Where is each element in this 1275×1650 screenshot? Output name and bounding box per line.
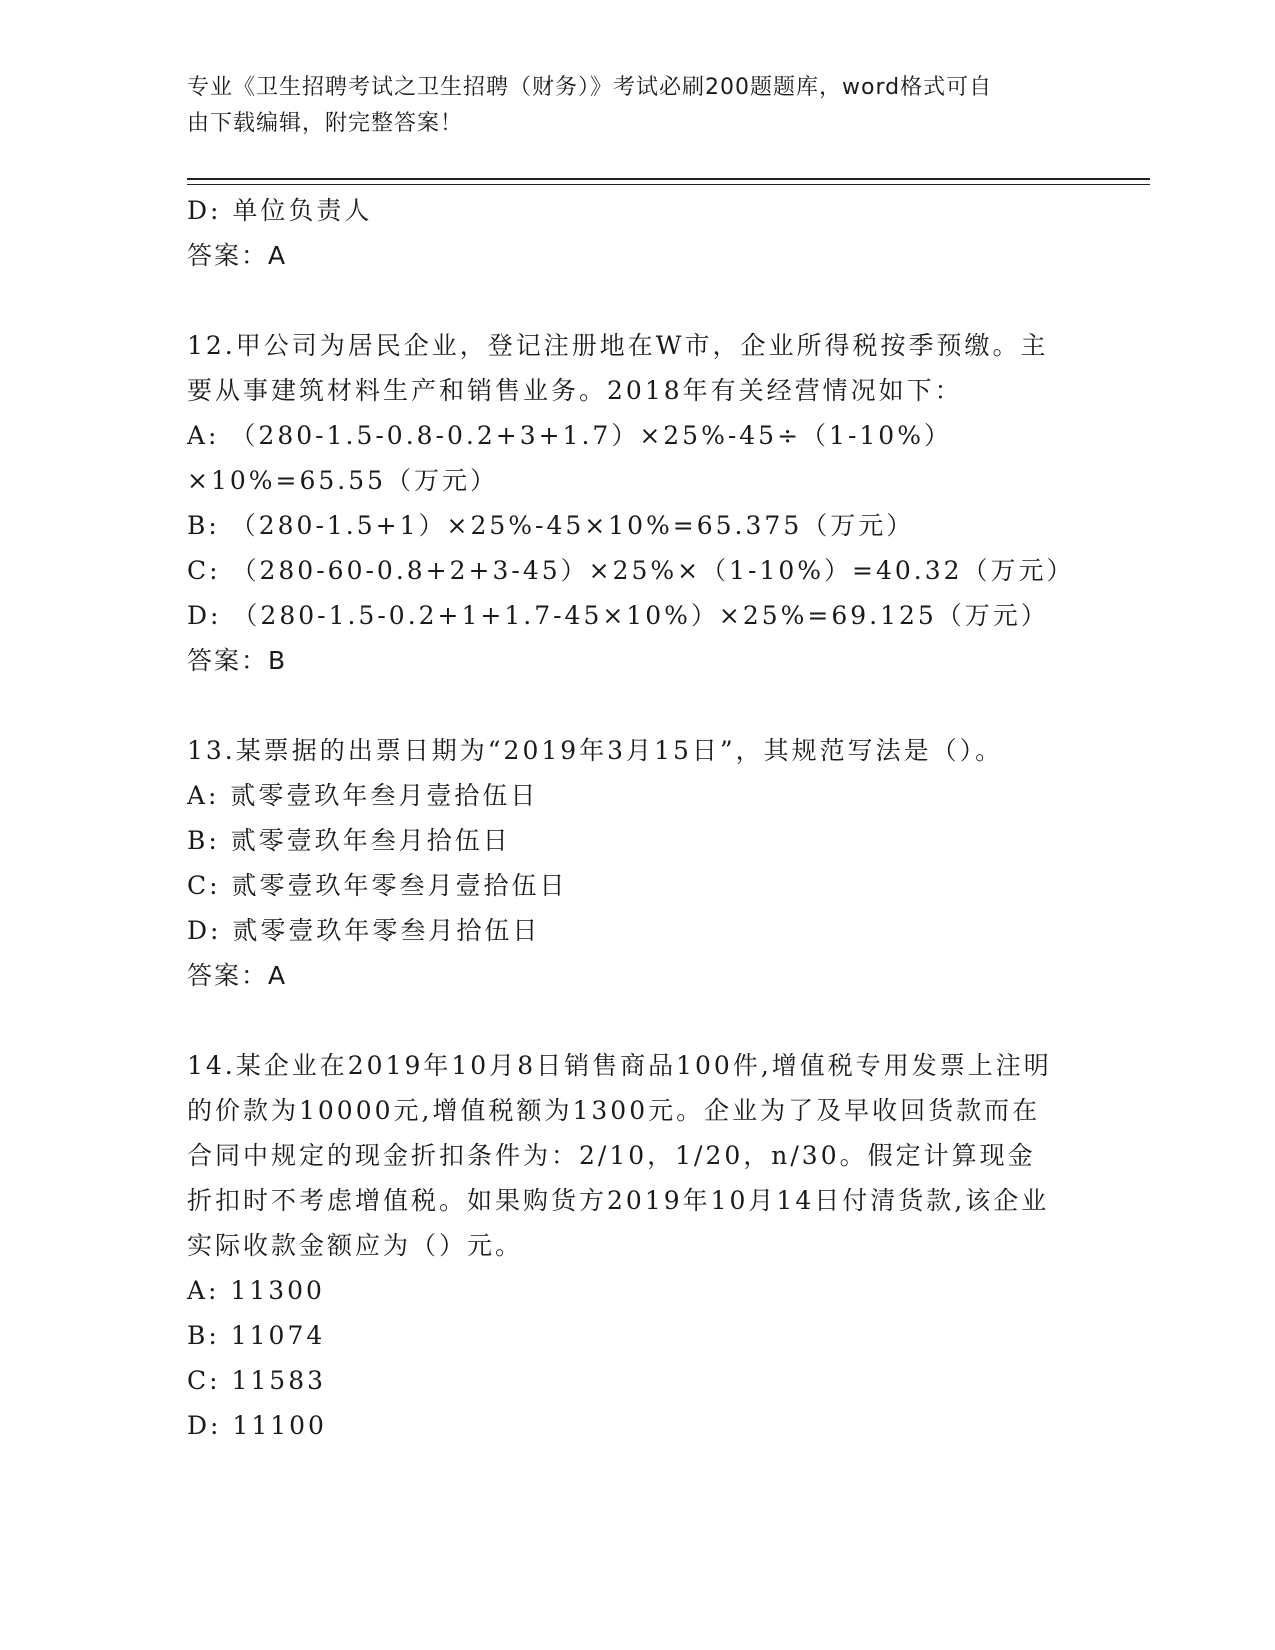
- question-14-option-c: C: 11583: [187, 1366, 327, 1395]
- question-12-option-d: D: （280-1.5-0.2+1+1.7-45×10%）×25%=69.125（万元）: [187, 601, 1049, 630]
- question-13-stem: 13.某票据的出票日期为“2019年3月15日”，其规范写法是（）。: [187, 736, 1004, 765]
- question-12-option-a: A: （280-1.5-0.8-0.2+3+1.7）×25%-45÷（1-10%）×10%=65.55（万元）: [187, 421, 952, 495]
- header-line-1: 专业《卫生招聘考试之卫生招聘（财务）》考试必刷200题题库，word格式可自: [187, 75, 993, 100]
- question-13-option-a: A: 贰零壹玖年叁月壹拾伍日: [187, 781, 539, 810]
- header-divider-thick: [187, 178, 1150, 180]
- header-line-2: 由下载编辑，附完整答案！: [187, 111, 464, 136]
- prev-answer: 答案：A: [187, 241, 288, 270]
- question-13-option-d: D: 贰零壹玖年零叁月拾伍日: [187, 916, 541, 945]
- question-12-answer: 答案：B: [187, 646, 288, 675]
- question-content: [187, 188, 1077, 1448]
- question-14-option-a: A: 11300: [187, 1276, 325, 1305]
- question-14-option-d: D: 11100: [187, 1411, 327, 1440]
- document-header: [187, 70, 1067, 142]
- question-12-option-b: B: （280-1.5+1）×25%-45×10%=65.375（万元）: [187, 511, 915, 540]
- question-14-option-b: B: 11074: [187, 1321, 326, 1350]
- question-12-stem: 12.甲公司为居民企业，登记注册地在W市，企业所得税按季预缴。主要从事建筑材料生产和销售业务。2018年有关经营情况如下：: [187, 331, 1049, 405]
- question-14-stem: 14.某企业在2019年10月8日销售商品100件,增值税专用发票上注明的价款为10000元,增值税额为1300元。企业为了及早收回货款而在合同中规定的现金折扣条件为：2/10，1/20，n/30。假定计算现金折扣时不考虑增值税。如果购货方2019年10月14日付清货款,该企业实际收款金额应为（）元。: [187, 1051, 1052, 1260]
- header-divider-thin: [187, 184, 1150, 185]
- question-13-answer: 答案：A: [187, 961, 288, 990]
- question-13-option-b: B: 贰零壹玖年叁月拾伍日: [187, 826, 511, 855]
- spacer: [187, 278, 1077, 323]
- spacer: [187, 998, 1077, 1043]
- question-13-option-c: C: 贰零壹玖年零叁月壹拾伍日: [187, 871, 568, 900]
- prev-option-d: D: 单位负责人: [187, 196, 373, 225]
- question-12-option-c: C: （280-60-0.8+2+3-45）×25%×（1-10%）=40.32（万元）: [187, 556, 1075, 585]
- spacer: [187, 683, 1077, 728]
